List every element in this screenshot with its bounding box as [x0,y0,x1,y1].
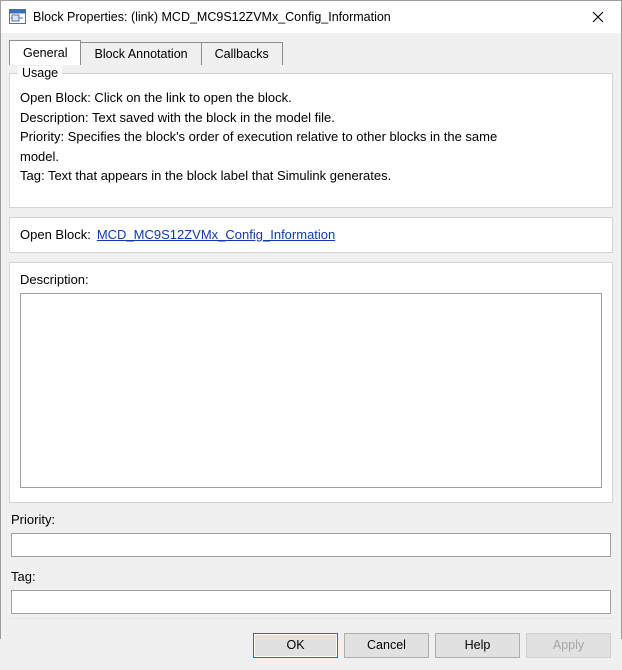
description-label: Description: [20,272,89,287]
open-block-group [9,217,613,253]
priority-field [9,512,613,557]
open-block-label: Open Block: [20,227,91,242]
usage-line-open-block: Open Block: Click on the link to open the block. [20,90,292,105]
description-input[interactable] [20,293,602,488]
tab-strip [9,40,621,65]
usage-line-tag: Tag: Text that appears in the block label that Simulink generates. [20,168,392,183]
content-divider [9,618,613,619]
cancel-button[interactable]: Cancel [344,633,429,658]
description-group [9,262,613,503]
tab-general[interactable]: General [9,40,81,65]
title-bar [1,1,621,33]
tag-field [9,569,613,614]
priority-label: Priority: [11,512,56,527]
usage-group [9,66,613,208]
help-button[interactable]: Help [435,633,520,658]
usage-line-description: Description: Text saved with the block in the model file. [20,109,335,125]
open-block-link[interactable]: MCD_MC9S12ZVMx_Config_Information [96,227,336,242]
tag-label: Tag: [11,569,36,584]
tag-input[interactable] [11,590,611,614]
usage-line-priority: Priority: Specifies the block's order of execution relative to other blocks in the same [20,129,498,144]
simulink-block-icon [9,8,26,25]
usage-legend: Usage [18,66,62,80]
close-icon [592,11,604,23]
tab-callbacks[interactable]: Callbacks [201,42,283,65]
ok-button[interactable]: OK [253,633,338,658]
tab-block-annotation[interactable]: Block Annotation [80,42,201,65]
apply-button[interactable]: Apply [526,633,611,658]
close-button[interactable] [575,2,621,32]
window-title: Block Properties: (link) MCD_MC9S12ZVMx_Config_Information [33,9,391,24]
tab-content-general [9,64,613,619]
usage-line-priority-cont: model. [20,148,60,164]
dialog-button-bar [1,620,621,670]
priority-input[interactable] [11,533,611,557]
